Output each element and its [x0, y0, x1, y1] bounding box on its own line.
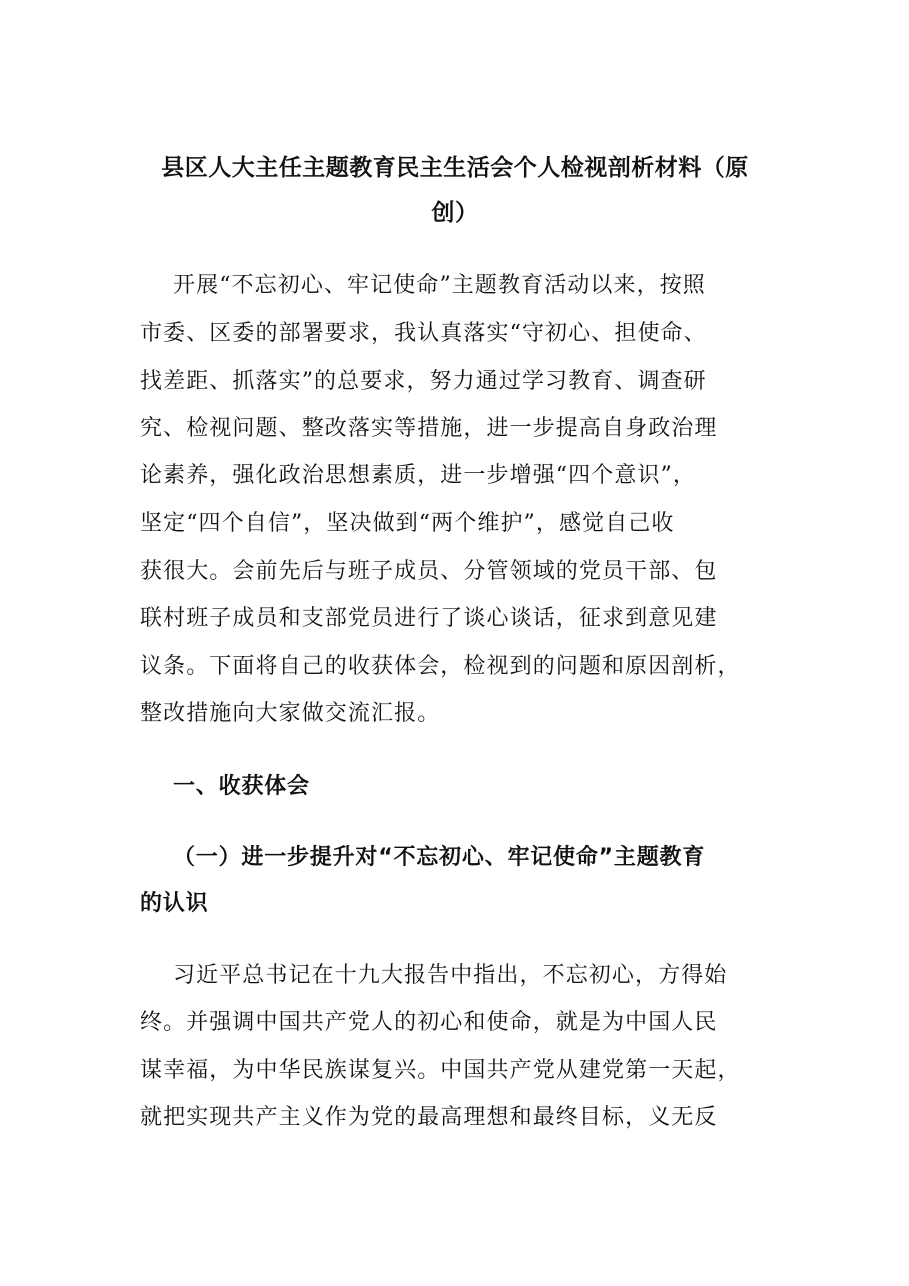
body-paragraph-line-1: 习近平总书记在十九大报告中指出，不忘初心，方得始	[173, 963, 728, 988]
intro-paragraph-line-4: 究、检视问题、整改落实等措施，进一步提高自身政治理	[140, 416, 718, 441]
intro-paragraph-line-9: 议条。下面将自己的收获体会，检视到的问题和原因剖析，	[140, 654, 741, 679]
intro-paragraph-line-10: 整改措施向大家做交流汇报。	[140, 701, 441, 726]
document-title-line-1: 县区人大主任主题教育民主生活会个人检视剖析材料（原	[161, 155, 749, 181]
body-paragraph-line-3: 谋幸福，为中华民族谋复兴。中国共产党从建党第一天起，	[140, 1058, 741, 1083]
intro-paragraph-line-1: 开展“不忘初心、牢记使命”主题教育活动以来，按照	[173, 273, 706, 298]
subsection-heading-line-1: （一）进一步提升对“不忘初心、牢记使命”主题教育	[173, 845, 706, 870]
subsection-heading-line-2: 的认识	[140, 891, 209, 916]
intro-paragraph-line-2: 市委、区委的部署要求，我认真落实“守初心、担使命、	[140, 321, 707, 346]
intro-paragraph-line-7: 获很大。会前先后与班子成员、分管领域的党员干部、包	[140, 559, 718, 584]
document-title-line-2: 创）	[431, 200, 479, 226]
intro-paragraph-line-6: 坚定“四个自信”，坚决做到“两个维护”，感觉自己收	[140, 511, 675, 536]
body-paragraph-line-2: 终。并强调中国共产党人的初心和使命，就是为中国人民	[140, 1010, 718, 1035]
section-heading: 一、收获体会	[173, 774, 310, 799]
intro-paragraph-line-5: 论素养，强化政治思想素质，进一步增强“四个意识”，	[140, 463, 696, 488]
body-paragraph-line-4: 就把实现共产主义作为党的最高理想和最终目标，义无反	[140, 1105, 718, 1130]
intro-paragraph-line-8: 联村班子成员和支部党员进行了谈心谈话，征求到意见建	[140, 606, 718, 631]
intro-paragraph-line-3: 找差距、抓落实”的总要求，努力通过学习教育、调查研	[140, 369, 707, 394]
